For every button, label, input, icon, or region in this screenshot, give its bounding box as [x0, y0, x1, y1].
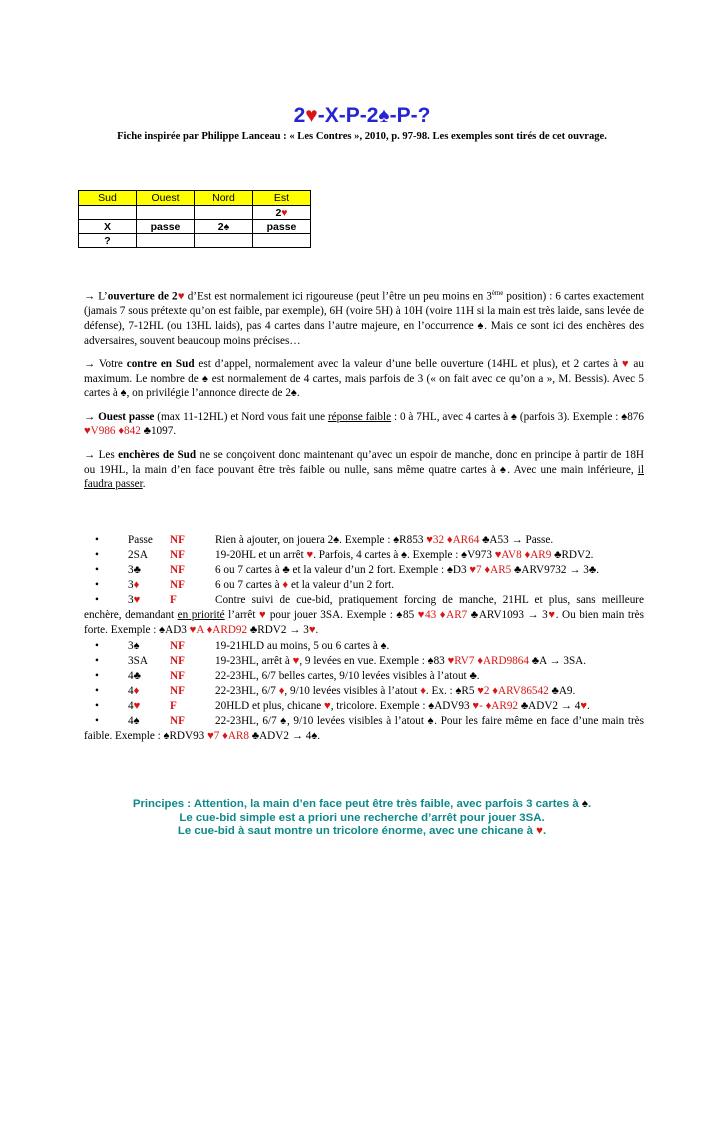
forcing-label: NF [170, 564, 185, 577]
bullet-icon: • [95, 654, 99, 667]
bid-description: 19-23HL, arrêt à ♥, 9 levées en vue. Exemple : ♠83 ♥RV7 ♦ARD9864 ♣A → 3SA. [215, 654, 587, 667]
bullet-icon: • [95, 579, 99, 592]
bid-description: 19-21HLD au moins, 5 ou 6 cartes à ♠. [215, 639, 390, 652]
bullet-icon: • [95, 533, 99, 546]
bullet-icon: • [95, 594, 99, 607]
forcing-label: F [170, 699, 177, 712]
paragraph-ouverture: → L’ouverture de 2♥ d’Est est normalement ici rigoureuse (peut l’être un peu moins en 3ème position) : 6 cartes exactement (jamais 7 sous prétexte qu’on est faible, par exemple), 6H (voire 5H) à 10H (voire 11H si la main est très laide, sans levée de défense), 7-12HL (ou 13HL laids), pas 4 cartes dans l’autre majeure, en l’occurrence ♠. Mais ce sont ici des enchères des adversaires, souvent beaucoup moins précises… [84, 289, 644, 347]
bid-description: 22-23HL, 6/7 ♦, 9/10 levées visibles à l’atout ♦. Ex. : ♠R5 ♥2 ♦ARV86542 ♣A9. [215, 684, 576, 697]
bullet-item [84, 578, 644, 593]
forcing-label: F [170, 594, 177, 607]
document-page [0, 104, 724, 839]
table-cell: passe [253, 220, 311, 234]
principle-line: Le cue-bid à saut montre un tricolore énorme, avec une chicane à ♥. [177, 825, 547, 838]
bullet-item [84, 654, 644, 669]
bullet-icon: • [95, 684, 99, 697]
forcing-label: NF [170, 684, 185, 697]
bid-label: 3♠ [128, 639, 140, 652]
bullet-icon: • [95, 699, 99, 712]
bullet-item [84, 669, 644, 684]
table-row [79, 206, 311, 220]
bid-description: 22-23HL, 6/7 belles cartes, 9/10 levées visibles à l’atout ♣. [215, 669, 480, 682]
bid-label: 3♦ [128, 579, 140, 592]
table-cell: X [79, 220, 137, 234]
bullet-item [84, 714, 644, 744]
table-cell: passe [137, 220, 195, 234]
table-cell [137, 206, 195, 220]
bid-label: 3SA [128, 654, 148, 667]
table-header-est: Est [253, 191, 311, 206]
bid-label: 4♣ [128, 669, 141, 682]
forcing-label: NF [170, 548, 185, 561]
paragraph-contre: → Votre contre en Sud est d’appel, normalement avec la valeur d’une belle ouverture (14HL et plus), et 2 cartes à ♥ au maximum. Le nombre de ♠ est normalement de 4 cartes, mais parfois de 3 (« on fait avec ce qu’on a », M. Bessis). Avec 5 cartes à ♠, on privilégie l’annonce directe de 2♠. [84, 358, 644, 400]
bid-label: 4♥ [128, 699, 141, 712]
bullet-icon: • [95, 639, 99, 652]
bullet-icon: • [95, 714, 99, 727]
principle-line: Le cue-bid simple est a priori une recherche d’arrêt pour jouer 3SA. [179, 811, 545, 824]
paragraph-encheres-sud: → Les enchères de Sud ne se conçoivent donc maintenant qu’avec un espoir de manche, donc en principe à partir de 18H ou 19HL, la main d’en face pouvant être très faible ou nulle, sans même quatre cartes à ♠. Avec une main inférieure, il faudra passer. [84, 449, 644, 491]
table-row [79, 234, 311, 248]
table-cell [79, 206, 137, 220]
bullet-item [84, 593, 644, 638]
bid-label: 2SA [128, 548, 148, 561]
forcing-label: NF [170, 714, 185, 727]
principle-line: Principes : Attention, la main d’en face peut être très faible, avec parfois 3 cartes à ♠. [132, 798, 592, 811]
body-paragraphs [84, 286, 644, 492]
page-title: 2♥-X-P-2♠-P-? [293, 104, 431, 127]
bid-label: 3♥ [128, 594, 141, 607]
bid-label: 4♠ [128, 714, 140, 727]
bid-label: Passe [128, 533, 153, 546]
principles-block [0, 798, 724, 839]
forcing-label: NF [170, 533, 185, 546]
bids-list [84, 533, 644, 744]
table-cell: ? [79, 234, 137, 248]
table-header-sud: Sud [79, 191, 137, 206]
bid-description: Rien à ajouter, on jouera 2♠. Exemple : ♠R853 ♥32 ♦AR64 ♣A53 → Passe. [215, 533, 554, 546]
forcing-label: NF [170, 669, 185, 682]
table-header-nord: Nord [195, 191, 253, 206]
bullet-item [84, 639, 644, 654]
bid-description: 6 ou 7 cartes à ♣ et la valeur d’un 2 fort. Exemple : ♠D3 ♥7 ♦AR5 ♣ARV9732 → 3♣. [215, 564, 600, 577]
table-cell [253, 234, 311, 248]
bid-description: Contre suivi de cue-bid, pratiquement forcing de manche, 21HL et plus, sans meilleure enchère, demandant en priorité l’arrêt ♥ pour jouer 3SA. Exemple : ♠85 ♥43 ♦AR7 ♣ARV1093 → 3♥. Ou bien main très forte. Exemple : ♠AD3 ♥A ♦ARD92 ♣RDV2 → 3♥. [84, 594, 644, 637]
bullet-icon: • [95, 548, 99, 561]
bid-description: 20HLD et plus, chicane ♥, tricolore. Exemple : ♠ADV93 ♥- ♦AR92 ♣ADV2 → 4♥. [215, 699, 590, 712]
table-cell [137, 234, 195, 248]
bullet-item [84, 684, 644, 699]
bullet-item [84, 563, 644, 578]
table-row [79, 220, 311, 234]
forcing-label: NF [170, 639, 185, 652]
bullet-item [84, 548, 644, 563]
table-header-row [79, 191, 311, 206]
table-header-ouest: Ouest [137, 191, 195, 206]
page-subtitle: Fiche inspirée par Philippe Lanceau : « Les Contres », 2010, p. 97-98. Les exemples sont tirés de cet ouvrage. [117, 131, 607, 142]
bid-label: 3♣ [128, 564, 141, 577]
bidding-table [78, 190, 311, 248]
paragraph-ouest-passe: → Ouest passe (max 11-12HL) et Nord vous fait une réponse faible : 0 à 7HL, avec 4 cartes à ♠ (parfois 3). Exemple : ♠876 ♥V986 ♦842 ♣1097. [84, 410, 644, 438]
table-cell: 2♠ [195, 220, 253, 234]
forcing-label: NF [170, 654, 185, 667]
bullet-item [84, 533, 644, 548]
bid-label: 4♦ [128, 684, 140, 697]
bullet-icon: • [95, 669, 99, 682]
bid-description: 6 ou 7 cartes à ♦ et la valeur d’un 2 fort. [215, 579, 395, 592]
bid-description: 19-20HL et un arrêt ♥. Parfois, 4 cartes à ♠. Exemple : ♠V973 ♥AV8 ♦AR9 ♣RDV2. [215, 548, 594, 561]
bidding-table-container [78, 190, 724, 248]
bid-description: 22-23HL, 6/7 ♠, 9/10 levées visibles à l’atout ♠. Pour les faire même en face d’une main très faible. Exemple : ♠RDV93 ♥7 ♦AR8 ♣ADV2 → 4♠. [84, 714, 644, 743]
table-cell [195, 206, 253, 220]
table-cell: 2♥ [253, 206, 311, 220]
forcing-label: NF [170, 579, 185, 592]
table-cell [195, 234, 253, 248]
bullet-icon: • [95, 564, 99, 577]
bullet-item [84, 699, 644, 714]
